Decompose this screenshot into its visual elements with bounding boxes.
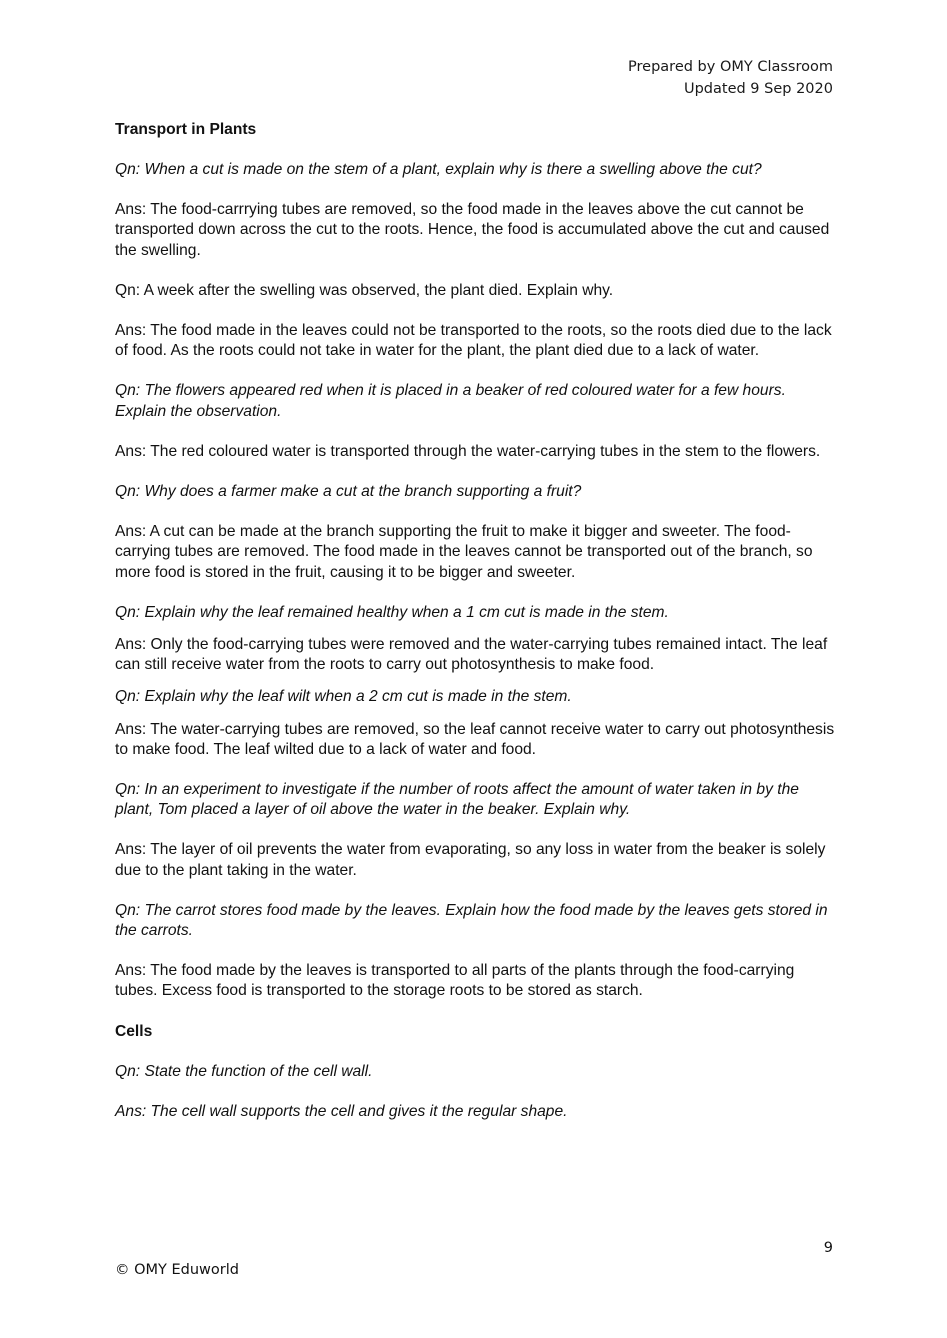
header-updated-date: Updated 9 Sep 2020: [683, 81, 833, 97]
page-footer-copyright: © OMY Eduworld: [115, 1262, 239, 1278]
question-oil-layer: Qn: In an experiment to investigate if the number of roots affect the amount of water taken in by the plant, Tom placed a layer of oil above the water in the beaker. Explain why.: [115, 781, 799, 819]
question-plant-died: Qn: A week after the swelling was observed, the plant died. Explain why.: [115, 281, 614, 299]
page-number: 9: [823, 1240, 833, 1256]
page-header: [628, 56, 833, 100]
header-prepared-by: Prepared by OMY Classroom: [628, 59, 833, 75]
answer-2cm-cut: Ans: The water-carrying tubes are removed, so the leaf cannot receive water to carry out photosynthesis to make food. The leaf wilted due to a lack of water and food.: [115, 720, 835, 758]
answer-oil-layer: Ans: The layer of oil prevents the water from evaporating, so any loss in water from the beaker is solely due to the plant taking in the water.: [115, 841, 826, 879]
answer-cell-wall: Ans: The cell wall supports the cell and gives it the regular shape.: [115, 1102, 568, 1120]
question-cell-wall: Qn: State the function of the cell wall.: [115, 1062, 373, 1080]
section-title-transport-in-plants: Transport in Plants: [115, 121, 257, 138]
question-2cm-cut: Qn: Explain why the leaf wilt when a 2 cm cut is made in the stem.: [115, 688, 572, 706]
answer-1cm-cut: Ans: Only the food-carrying tubes were removed and the water-carrying tubes remained intact. The leaf can still receive water from the roots to carry out photosynthesis to make food.: [115, 636, 828, 674]
answer-red-flowers: Ans: The red coloured water is transported through the water-carrying tubes in the stem to the flowers.: [115, 442, 821, 460]
document-body: [115, 120, 837, 1122]
section-title-cells: Cells: [115, 1022, 153, 1040]
answer-carrot-storage: Ans: The food made by the leaves is transported to all parts of the plants through the food-carrying tubes. Excess food is transported to the storage roots to be stored as starch.: [115, 962, 795, 1000]
question-1cm-cut: Qn: Explain why the leaf remained healthy when a 1 cm cut is made in the stem.: [115, 603, 669, 621]
question-swelling-above-cut: Qn: When a cut is made on the stem of a plant, explain why is there a swelling above the cut?: [115, 161, 762, 178]
answer-farmer-cut: Ans: A cut can be made at the branch supporting the fruit to make it bigger and sweeter. The food-carrying tubes are removed. The food made in the leaves cannot be transported out of the branch, so more food is stored in the fruit, causing it to be bigger and sweeter.: [115, 523, 813, 581]
question-red-flowers: Qn: The flowers appeared red when it is placed in a beaker of red coloured water for a few hours. Explain the observation.: [115, 382, 786, 420]
question-carrot-storage: Qn: The carrot stores food made by the leaves. Explain how the food made by the leaves gets stored in the carrots.: [115, 901, 828, 940]
answer-plant-died: Ans: The food made in the leaves could not be transported to the roots, so the roots died due to the lack of food. As the roots could not take in water for the plant, the plant died due to a lack of water.: [115, 322, 832, 360]
answer-swelling-above-cut: Ans: The food-carrrying tubes are removed, so the food made in the leaves above the cut cannot be transported down across the cut to the roots. Hence, the food is accumulated above the cut and caused the swelling.: [115, 201, 830, 259]
question-farmer-cut: Qn: Why does a farmer make a cut at the branch supporting a fruit?: [115, 483, 582, 501]
